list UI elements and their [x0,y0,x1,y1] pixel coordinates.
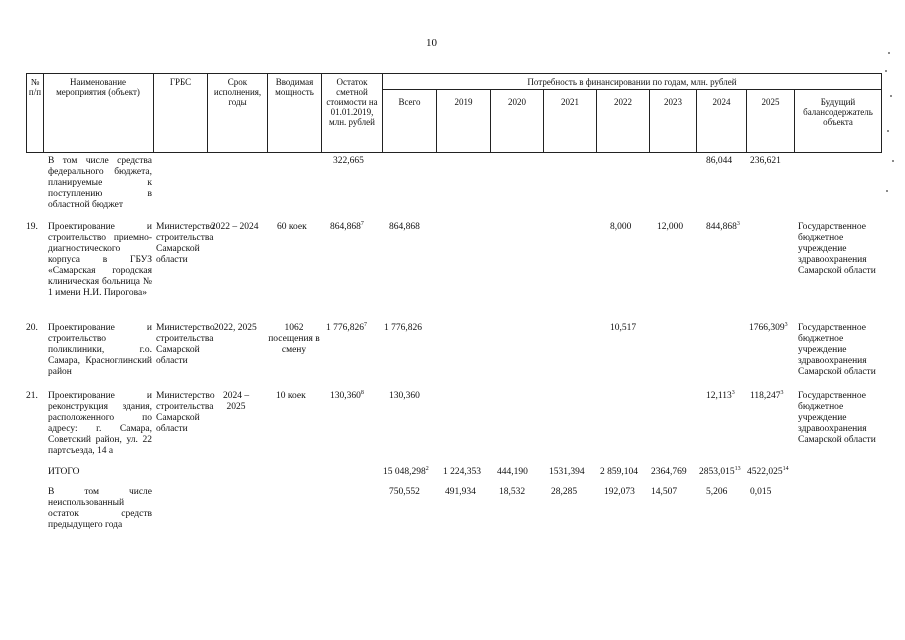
scan-edge-marks [884,50,898,590]
row-holder: Государственное бюджетное учреждение здравоохранения Самарской области [798,222,876,276]
header-col-need-group: Потребность в финансировании по годам, млн. рублей [527,77,737,87]
row-remainder [326,323,367,334]
row-remainder [330,391,364,402]
unused-2019: 491,934 [445,487,476,497]
footnote-mark: 3 [731,389,735,396]
footnote-mark: 8 [360,389,364,396]
page-number: 10 [426,37,437,49]
header-bottom-line [26,152,881,153]
row-capacity: 10 коек [276,391,306,401]
total-2024 [699,467,741,478]
row-no: 21. [26,391,38,401]
row-2024 [706,222,740,233]
header-col-capacity: Вводимая мощность [275,77,314,97]
header-col-2020: 2020 [508,97,526,107]
footnote-mark: 2 [425,465,429,472]
row-2025-value: 118,247 [750,391,781,401]
row-remainder: 322,665 [333,156,364,166]
total-2022: 2 859,104 [600,467,638,477]
footnote-mark: 3 [780,389,784,396]
unused-2020: 18,532 [499,487,526,497]
row-term: 2022, 2025 [214,323,257,333]
total-2024-value: 2853,015 [699,467,735,477]
row-2025-value: 1766,309 [749,323,785,333]
row-term: 2024 – 2025 [222,391,250,412]
row-2024-value: 12,113 [706,391,732,401]
row-name: Проектирование и реконструкция здания, расположенного по адресу: г. Самара, Советский район, ул. 22 партсъезда, 14 а [48,391,152,456]
scan-speck [888,52,890,54]
row-2024: 86,044 [706,156,733,166]
total-2023: 2364,769 [651,467,687,477]
row-total: 864,868 [389,222,420,232]
row-holder: Государственное бюджетное учреждение здравоохранения Самарской области [798,323,876,377]
table-header [26,73,881,153]
footnote-mark: 7 [364,321,367,328]
header-col-2021: 2021 [561,97,579,107]
header-col-2024: 2024 [712,97,731,107]
total-2021: 1531,394 [549,467,585,477]
header-col-2022: 2022 [614,97,632,107]
row-capacity: 60 коек [277,222,307,232]
header-col-2023: 2023 [664,97,682,107]
row-no: 19. [26,222,38,232]
row-grbs: Министерство строительства Самарской области [156,222,215,265]
total-all [383,467,429,478]
row-2025: 236,621 [750,156,781,166]
unused-label: В том числе неиспользованный остаток средств предыдущего года [48,487,152,530]
total-all-value: 15 048,298 [383,467,426,477]
row-holder: Государственное бюджетное учреждение здравоохранения Самарской области [798,391,876,445]
scan-speck [886,190,888,192]
header-vline [881,73,882,153]
row-grbs: Министерство строительства Самарской области [156,323,215,366]
header-col-total: Всего [398,97,421,107]
header-subgroup-line [382,89,881,90]
header-col-name: Наименование мероприятия (объект) [56,77,140,97]
row-grbs: Министерство строительства Самарской области [156,391,215,434]
header-col-2019: 2019 [454,97,473,107]
total-2025-value: 4522,025 [747,467,783,477]
row-remainder-value: 130,360 [330,391,361,401]
row-2025 [750,391,784,402]
row-total: 1 776,826 [384,323,422,333]
header-top-line [26,73,881,74]
unused-2025: 0,015 [750,487,772,497]
row-name: В том числе средства федерального бюджета, планируемые к поступлению в областной бюджет [48,156,152,210]
row-term: 2022 – 2024 [211,222,259,232]
header-col-no: № п/п [28,77,42,97]
row-remainder [330,222,364,233]
header-col-2025: 2025 [761,97,780,107]
row-capacity: 1062 посещения в смену [268,323,320,355]
scan-speck [885,70,887,72]
footnote-mark: 7 [360,220,364,227]
header-vline [321,73,322,153]
total-2019: 1 224,353 [443,467,481,477]
header-col-term: Срок исполнения, годы [213,77,262,107]
unused-2021: 28,285 [551,487,578,497]
row-remainder-value: 864,868 [330,222,361,232]
unused-total: 750,552 [389,487,420,497]
scan-speck [890,95,892,97]
header-col-grbs: ГРБС [169,77,192,87]
row-no: 20. [26,323,38,333]
row-2022: 10,517 [610,323,637,333]
scan-speck [892,160,894,162]
total-label: ИТОГО [48,467,80,477]
row-2024 [706,391,735,402]
total-2025 [747,467,789,478]
row-2023: 12,000 [657,222,684,232]
row-remainder-value: 1 776,826 [326,323,364,333]
total-2020: 444,190 [497,467,528,477]
footnote-mark: 3 [784,321,788,328]
header-col-remainder: Остаток сметной стоимости на 01.01.2019, млн. рублей [326,77,378,127]
row-name: Проектирование и строительство поликлиники, г.о. Самара, Красноглинский район [48,323,152,377]
scan-speck [887,130,889,132]
footnote-mark: 14 [782,465,789,472]
unused-2024: 5,206 [706,487,728,497]
unused-2023: 14,507 [651,487,678,497]
row-total: 130,360 [389,391,420,401]
footnote-mark: 3 [736,220,740,227]
footnote-mark: 13 [734,465,741,472]
row-2025 [749,323,788,334]
unused-2022: 192,073 [604,487,635,497]
row-2022: 8,000 [610,222,632,232]
header-vline [43,73,44,153]
header-col-holder: Будущий балансодержатель объекта [803,97,873,127]
row-2024-value: 844,868 [706,222,737,232]
header-vline [794,89,795,153]
row-name: Проектирование и строительство приемно-диагностического корпуса в ГБУЗ «Самарская городская клиническая больница № 1 имени Н.И. Пирогова» [48,222,152,298]
